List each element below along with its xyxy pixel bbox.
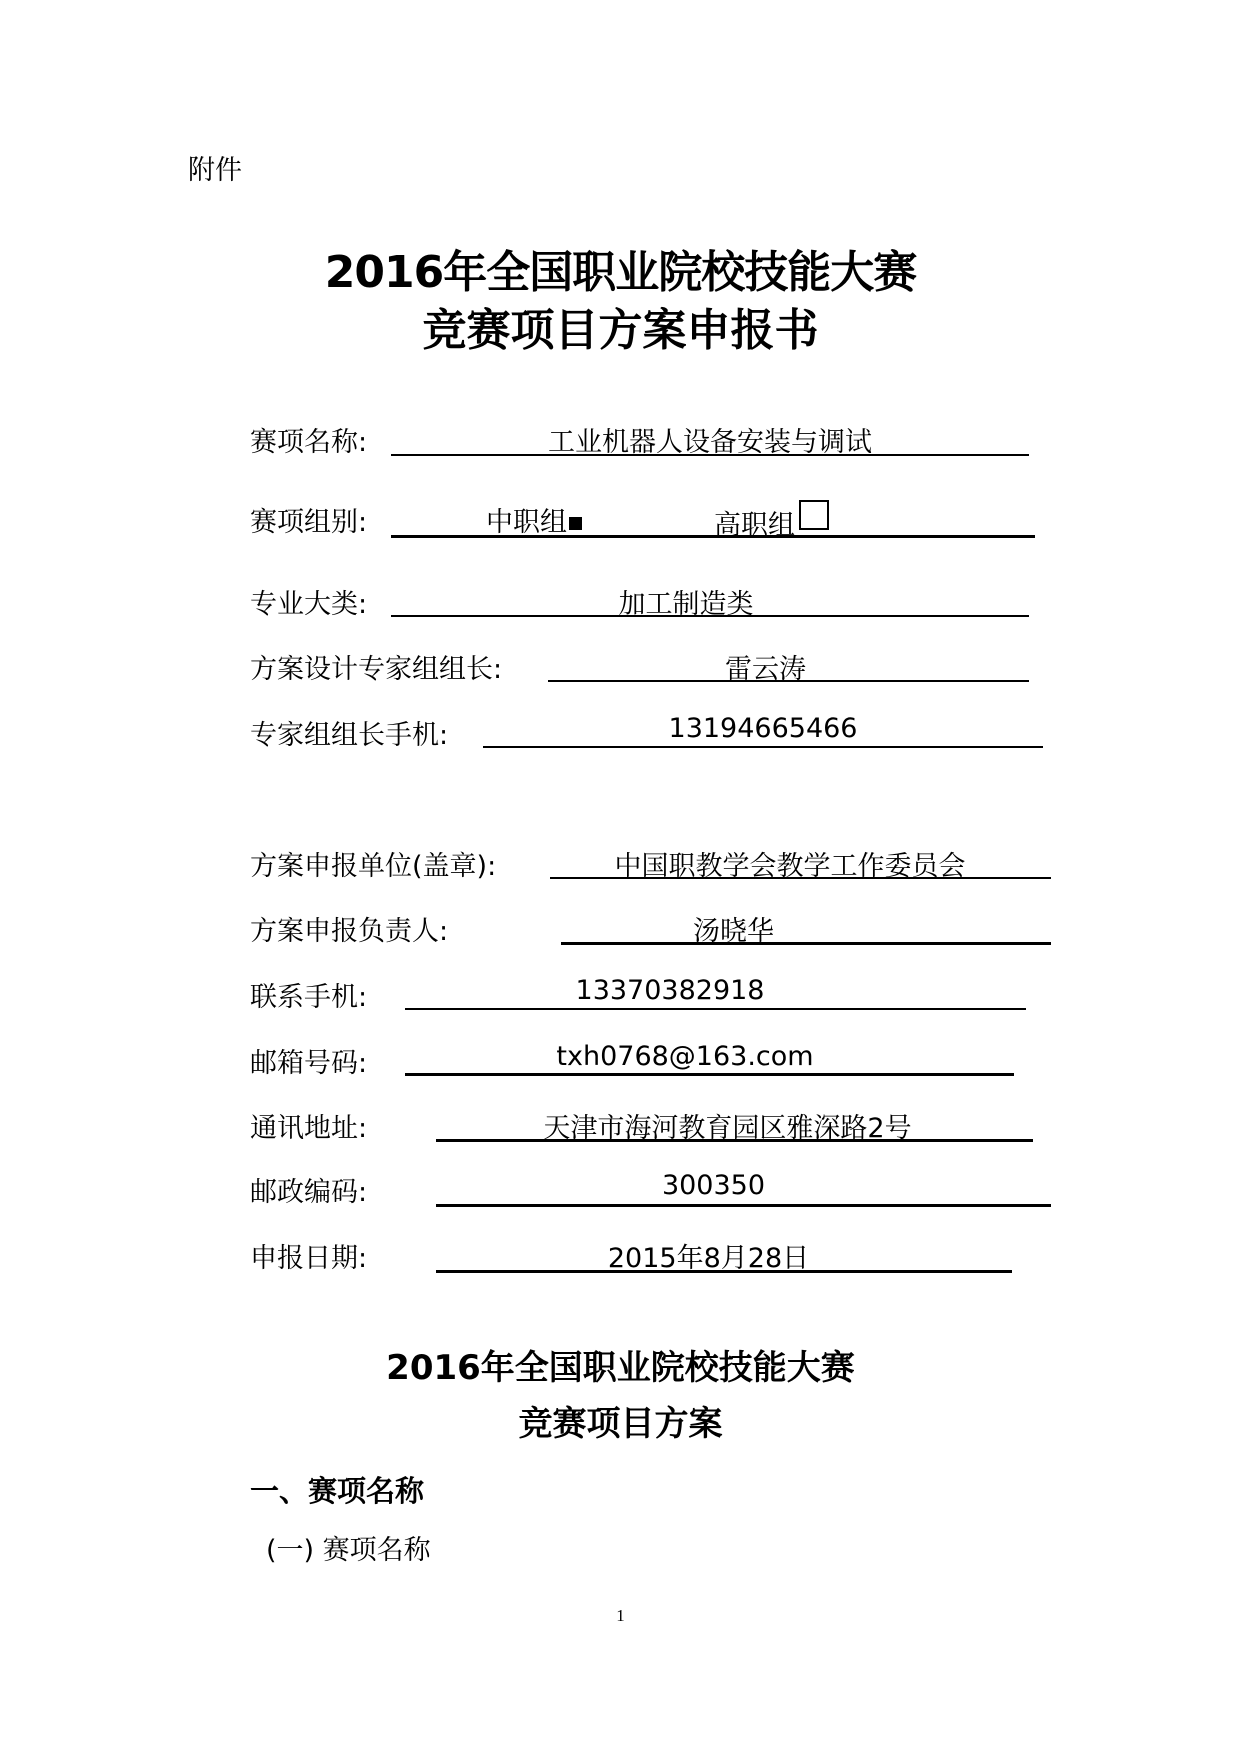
underline — [391, 615, 1029, 617]
field-label: 赛项名称: — [250, 427, 368, 458]
field-label: 方案申报负责人: — [250, 916, 449, 947]
underline — [436, 1270, 1012, 1273]
attachment-label: 附件 — [188, 155, 242, 186]
field-label: 邮箱号码: — [250, 1048, 368, 1079]
section-heading: 一、赛项名称 — [250, 1474, 425, 1508]
field-label: 赛项组别: — [250, 507, 368, 538]
underline — [391, 535, 1035, 538]
field-label: 申报日期: — [250, 1243, 368, 1274]
underline — [483, 746, 1043, 748]
plan-title-line1: 2016年全国职业院校技能大赛 — [386, 1348, 855, 1388]
cover-title-line2: 竞赛项目方案申报书 — [422, 305, 819, 356]
plan-title-line2: 竞赛项目方案 — [518, 1404, 723, 1444]
field-label: 专家组组长手机: — [250, 720, 449, 751]
field-value: 雷云涛 — [725, 654, 806, 685]
underline — [391, 454, 1029, 456]
field-value: 天津市海河教育园区雅深路2号 — [543, 1113, 912, 1144]
underline — [550, 877, 1051, 879]
cover-title-line1: 2016年全国职业院校技能大赛 — [324, 247, 917, 298]
field-value: 2015年8月28日 — [607, 1243, 810, 1274]
checkbox-empty-icon[interactable] — [799, 500, 829, 530]
checkbox-checked-icon[interactable] — [569, 517, 582, 530]
underline — [548, 680, 1029, 682]
field-label: 专业大类: — [250, 589, 368, 620]
field-value: txh0768@163.com — [556, 1041, 814, 1072]
field-label: 方案申报单位(盖章): — [250, 851, 497, 882]
field-label: 通讯地址: — [250, 1113, 368, 1144]
underline — [405, 1073, 1014, 1076]
field-value: 工业机器人设备安装与调试 — [548, 427, 872, 458]
field-label: 联系手机: — [250, 982, 368, 1013]
field-value: 加工制造类 — [618, 589, 754, 620]
field-value: 13370382918 — [575, 975, 765, 1006]
field-value: 汤晓华 — [693, 916, 774, 947]
subsection-heading: (一) 赛项名称 — [266, 1535, 431, 1566]
option-label: 中职组 — [486, 507, 567, 538]
field-value: 13194665466 — [668, 713, 858, 744]
underline — [436, 1204, 1051, 1207]
underline — [405, 1008, 1026, 1010]
underline — [561, 942, 1051, 945]
field-label: 方案设计专家组组长: — [250, 654, 503, 685]
field-value: 300350 — [661, 1170, 766, 1201]
field-value: 中国职教学会教学工作委员会 — [614, 851, 966, 882]
page-number: 1 — [616, 1606, 625, 1625]
underline — [436, 1139, 1033, 1142]
field-label: 邮政编码: — [250, 1177, 368, 1208]
group-option-secondary[interactable] — [486, 500, 582, 539]
option-label: 高职组 — [714, 510, 795, 541]
